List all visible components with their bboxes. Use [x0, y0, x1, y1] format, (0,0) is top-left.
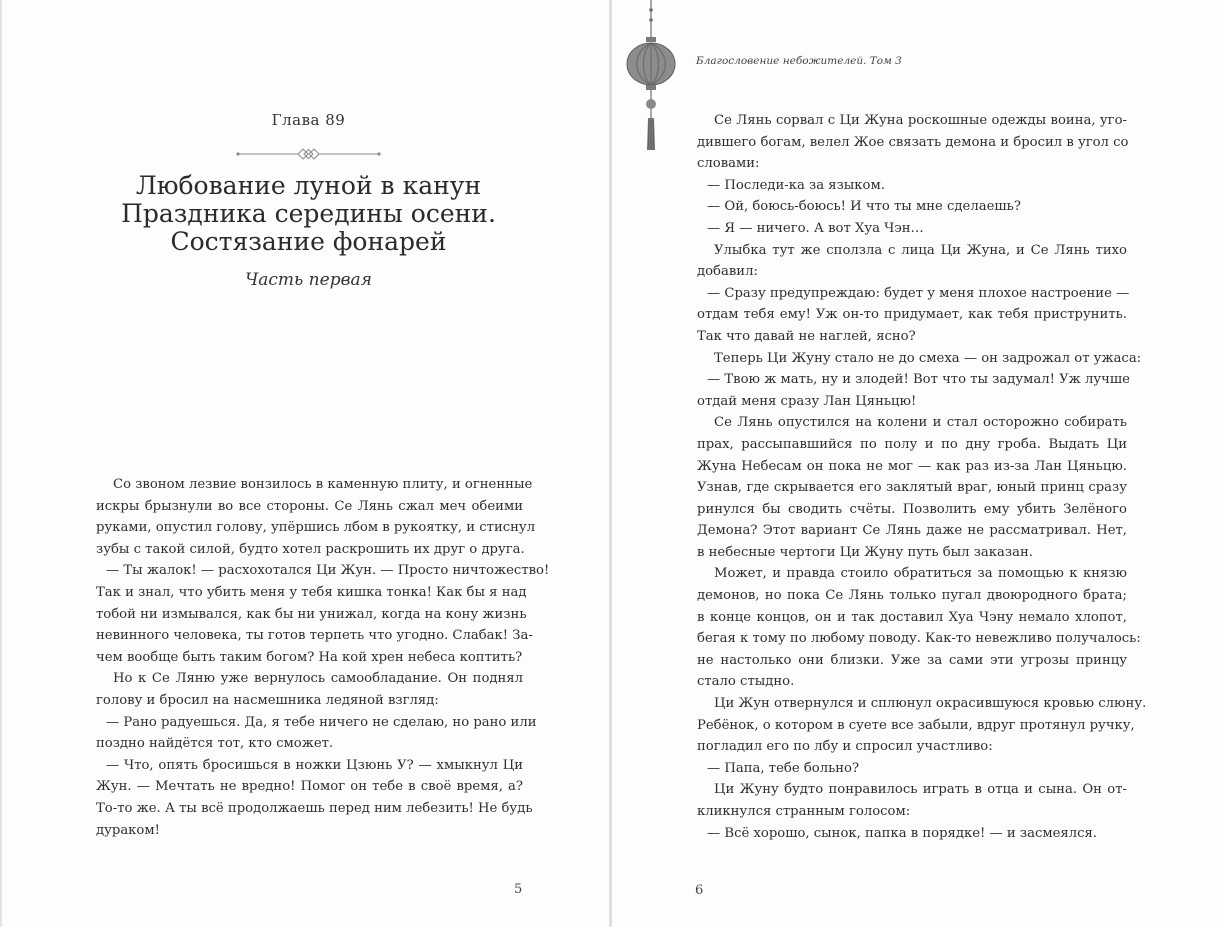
text-line: дившего богам, велел Жое связать демона и бросил в угол со [697, 134, 1129, 150]
lantern-icon [624, 0, 678, 152]
text-line: Может, и правда стоило обратиться за помощью к князю [714, 566, 1127, 582]
text-line: бегая к тому по любому поводу. Как-то невежливо получалось: [697, 631, 1141, 647]
text-line: Так что давай не наглей, ясно? [697, 328, 916, 344]
text-line: Ребёнок, о котором в суете все забыли, вдруг протянул ручку, [697, 717, 1135, 733]
page-edge [0, 0, 2, 927]
text-line: Ци Жун отвернулся и сплюнул окрасившуюся кровью слюну. [714, 696, 1147, 712]
text-line: зубы с такой силой, будто хотел раскрошить их друг о друга. [96, 541, 525, 557]
text-line: добавил: [697, 264, 758, 280]
text-line: Но к Се Ляню уже вернулось самообладание. Он поднял [113, 671, 523, 687]
text-line: Так и знал, что убить меня у тебя кишка тонка! Как бы я над [96, 584, 527, 600]
text-line: — Последи-ка за языком. [707, 177, 885, 193]
text-line: Демона? Этот вариант Се Лянь даже не рассматривал. Нет, [697, 523, 1127, 539]
text-line: в небесные чертоги Ци Жуну путь был заказан. [697, 544, 1033, 560]
text-line: — Сразу предупреждаю: будет у меня плохое настроение — [707, 285, 1130, 301]
text-line: — Ой, боюсь-боюсь! И что ты мне сделаешь? [707, 199, 1021, 215]
text-line: Узнав, где скрывается его заклятый враг, юный принц сразу [697, 480, 1127, 496]
text-line: — Папа, тебе больно? [707, 760, 860, 776]
chapter-ornament-icon [236, 147, 381, 161]
text-line: стало стыдно. [697, 674, 795, 690]
text-line: прах, рассыпавшийся по полу и по дну гроба. Выдать Ци [697, 436, 1127, 452]
text-line: словами: [697, 156, 760, 172]
text-line: Се Лянь опустился на колени и стал осторожно собирать [714, 415, 1127, 431]
text-line: Со звоном лезвие вонзилось в каменную плиту, и огненные [113, 477, 533, 492]
page-number: 5 [514, 882, 523, 897]
chapter-title-line: Состязание фонарей [170, 227, 447, 256]
text-line: кликнулся странным голосом: [697, 804, 911, 819]
text-line: — Рано радуешься. Да, я тебе ничего не сделаю, но рано или [106, 714, 537, 730]
text-line: чем вообще быть таким богом? На кой хрен небеса коптить? [96, 649, 523, 665]
text-line: тобой ни измывался, как бы ни унижал, когда на кону жизнь [96, 606, 527, 622]
page-number: 6 [695, 883, 704, 898]
text-line: Улыбка тут же сползла с лица Ци Жуна, и Се Лянь тихо [714, 242, 1127, 258]
text-line: Жун. — Мечтать не вредно! Помог он тебе в своё время, а? [96, 779, 523, 795]
left-body-text [96, 474, 550, 841]
text-line: — Что, опять бросишься в ножки Цзюнь У? — хмыкнул Ци [106, 757, 523, 773]
text-line: в конце концов, он и так доставил Хуа Чэну немало хлопот, [697, 609, 1127, 625]
text-line: — Всё хорошо, сынок, папка в порядке! — и засмеялся. [707, 825, 1097, 841]
text-line: погладил его по лбу и спросил участливо: [697, 739, 993, 755]
chapter-title-line: Любование луной в канун [135, 171, 482, 200]
text-line: не настолько они близки. Уже за сами эти угрозы принцу [697, 652, 1127, 668]
chapter-title [60, 172, 557, 256]
text-line: дураком! [96, 822, 160, 838]
text-line: ринулся бы сводить счёты. Позволить ему убить Зелёного [697, 501, 1127, 517]
text-line: Се Лянь сорвал с Ци Жуна роскошные одежды воина, уго- [714, 113, 1127, 128]
text-line: демонов, но пока Се Лянь только пугал двоюродного брата; [697, 588, 1127, 604]
text-line: невинного человека, ты готов терпеть что угодно. Слабак! За- [96, 628, 533, 644]
text-line: Ци Жуну будто понравилось играть в отца и сына. Он от- [714, 782, 1127, 798]
text-line: искры брызнули во все стороны. Се Лянь сжал меч обеими [96, 498, 523, 514]
chapter-subtitle: Часть первая [245, 270, 372, 290]
text-line: — Я — ничего. А вот Хуа Чэн… [707, 220, 924, 236]
text-line: поздно найдётся тот, кто сможет. [96, 736, 334, 752]
text-line: То-то же. А ты всё продолжаешь перед ним лебезить! Не будь [96, 800, 533, 816]
text-line: руками, опустил голову, упёршись лбом в рукоятку, и стиснул [96, 520, 536, 536]
right-body-text [697, 110, 1147, 844]
chapter-title-line: Праздника середины осени. [121, 199, 496, 228]
text-line: — Твою ж мать, ну и злодей! Вот что ты задумал! Уж лучше [707, 372, 1130, 388]
text-line: Жуна Небесам он пока не мог — как раз из-за Лан Цяньцю. [697, 458, 1127, 474]
running-head: Благословение небожителей. Том 3 [696, 55, 902, 67]
text-line: голову и бросил на насмешника ледяной взгляд: [96, 692, 439, 708]
chapter-label: Глава 89 [271, 111, 346, 129]
text-line: отдам тебя ему! Уж он-то придумает, как тебя приструнить. [697, 307, 1127, 323]
text-line: Теперь Ци Жуну стало не до смеха — он задрожал от ужаса: [714, 350, 1142, 366]
text-line: отдай меня сразу Лан Цяньцю! [697, 393, 917, 409]
text-line: — Ты жалок! — расхохотался Ци Жун. — Просто ничтожество! [106, 563, 550, 579]
